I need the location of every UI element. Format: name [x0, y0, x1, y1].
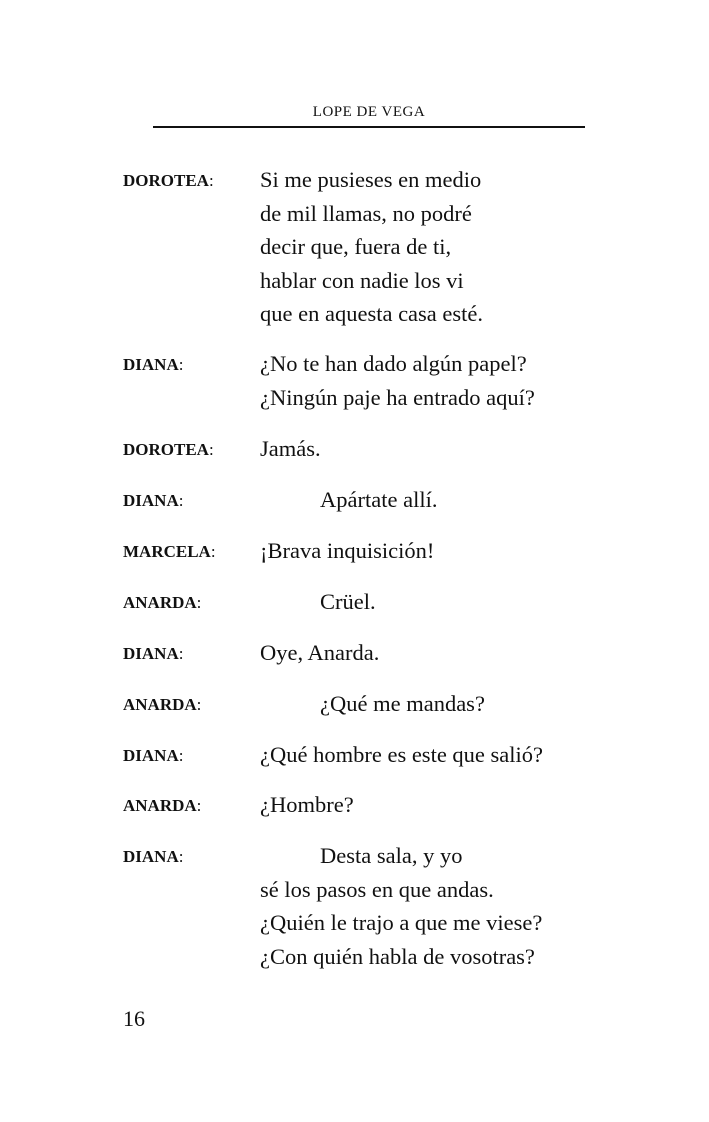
speaker-name: ANARDA: [123, 796, 202, 815]
verse-line: hablar con nadie los vi [260, 267, 464, 293]
verse-lines [260, 585, 376, 619]
speaker-name: DOROTEA: [123, 440, 214, 459]
speaker-name: ANARDA: [123, 593, 202, 612]
speaker-name: DIANA: [123, 355, 184, 374]
verse-lines [260, 687, 485, 721]
speaker-name: DOROTEA: [123, 171, 214, 190]
verse-lines [260, 163, 483, 331]
verse-lines [260, 788, 354, 822]
verse-line: ¿Hombre? [260, 792, 354, 817]
running-head: LOPE DE VEGA [312, 104, 426, 120]
verse-line: Apártate allí. [320, 487, 438, 512]
verse-line: que en aquesta casa esté. [260, 301, 484, 326]
verse-line: Si me pusieses en medio [260, 167, 482, 192]
verse-line: ¿Quién le trajo a que me viese? [260, 910, 543, 935]
verse-line: de mil llamas, no podré [260, 200, 472, 226]
header-rule [153, 126, 585, 128]
speaker-name: DIANA: [123, 847, 184, 866]
verse-line: Crüel. [320, 589, 376, 614]
verse-line: ¿No te han dado algún papel? [260, 351, 527, 376]
verse-line: ¿Qué hombre es este que salió? [260, 742, 544, 767]
verse-lines [260, 483, 437, 517]
verse-lines [260, 534, 434, 568]
verse-line: ¡Brava inquisición! [260, 538, 435, 563]
verse-line: ¿Qué me mandas? [320, 691, 485, 716]
speaker-name: MARCELA: [123, 542, 216, 561]
speaker-name: ANARDA: [123, 695, 202, 714]
verse-line: Jamás. [260, 436, 321, 461]
page-number: 16 [123, 1006, 145, 1031]
verse-lines [260, 636, 379, 670]
verse-line: ¿Con quién habla de vosotras? [260, 943, 535, 969]
verse-line: Oye, Anarda. [260, 640, 380, 665]
verse-line: decir que, fuera de ti, [260, 234, 452, 259]
verse-line: Desta sala, y yo [320, 843, 463, 868]
verse-lines [260, 839, 542, 973]
verse-line: sé los pasos en que andas. [260, 876, 494, 902]
speaker-name: DIANA: [123, 491, 184, 510]
verse-line: ¿Ningún paje ha entrado aquí? [260, 384, 535, 410]
verse-lines [260, 347, 535, 414]
verse-lines [260, 432, 321, 466]
speaker-name: DIANA: [123, 644, 184, 663]
verse-lines [260, 738, 543, 772]
speaker-name: DIANA: [123, 746, 184, 765]
